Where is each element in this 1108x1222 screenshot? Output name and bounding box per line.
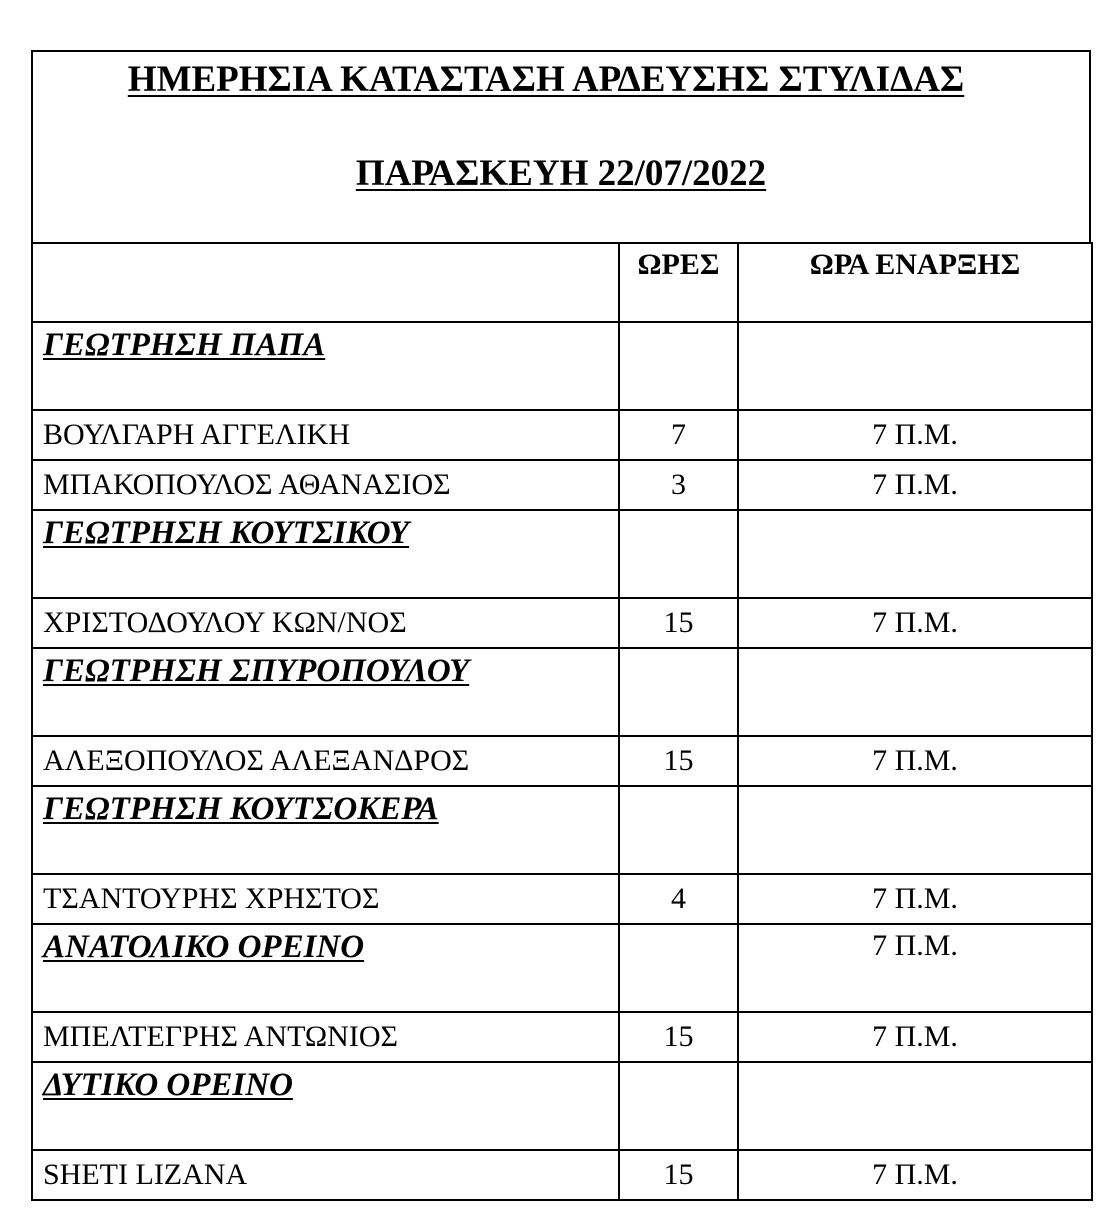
section-start-time	[738, 648, 1092, 736]
start-time-value: 7 Π.Μ.	[738, 1150, 1092, 1200]
table-row	[32, 1012, 1092, 1062]
person-name: ΜΠΑΚΟΠΟΥΛΟΣ ΑΘΑΝΑΣΙΟΣ	[32, 460, 619, 510]
section-row	[32, 786, 1092, 874]
header-hours: ΩΡΕΣ	[619, 243, 738, 322]
section-hours	[619, 322, 738, 410]
hours-value: 3	[619, 460, 738, 510]
person-name: ΒΟΥΛΓΑΡΗ ΑΓΓΕΛΙΚΗ	[32, 410, 619, 460]
header-start-time: ΩΡΑ ΕΝΑΡΞΗΣ	[738, 243, 1092, 322]
section-hours	[619, 924, 738, 1012]
section-name: ΓΕΩΤΡΗΣΗ ΚΟΥΤΣΟΚΕΡΑ	[32, 786, 619, 874]
section-name: ΓΕΩΤΡΗΣΗ ΣΠΥΡΟΠΟΥΛΟΥ	[32, 648, 619, 736]
section-row	[32, 924, 1092, 1012]
section-start-time	[738, 322, 1092, 410]
header-row	[32, 243, 1092, 322]
report-date: ΠΑΡΑΣΚΕΥΗ 22/07/2022	[355, 153, 767, 194]
section-row	[32, 648, 1092, 736]
table-row	[32, 460, 1092, 510]
start-time-value: 7 Π.Μ.	[738, 1012, 1092, 1062]
hours-value: 15	[619, 598, 738, 648]
section-row	[32, 322, 1092, 410]
hours-value: 4	[619, 874, 738, 924]
start-time-value: 7 Π.Μ.	[738, 598, 1092, 648]
header-name	[32, 243, 619, 322]
table-row	[32, 1150, 1092, 1200]
section-hours	[619, 786, 738, 874]
hours-value: 15	[619, 1012, 738, 1062]
section-hours	[619, 1062, 738, 1150]
hours-value: 15	[619, 1150, 738, 1200]
person-name: ΑΛΕΞΟΠΟΥΛΟΣ ΑΛΕΞΑΝΔΡΟΣ	[32, 736, 619, 786]
section-name: ΔΥΤΙΚΟ ΟΡΕΙΝΟ	[32, 1062, 619, 1150]
section-hours	[619, 510, 738, 598]
start-time-value: 7 Π.Μ.	[738, 410, 1092, 460]
section-name: ΑΝΑΤΟΛΙΚΟ ΟΡΕΙΝΟ	[32, 924, 619, 1012]
section-start-time	[738, 786, 1092, 874]
section-row	[32, 1062, 1092, 1150]
start-time-value: 7 Π.Μ.	[738, 736, 1092, 786]
start-time-value: 7 Π.Μ.	[738, 460, 1092, 510]
table-row	[32, 598, 1092, 648]
report-title: ΗΜΕΡΗΣΙΑ ΚΑΤΑΣΤΑΣΗ ΑΡΔΕΥΣΗΣ ΣΤΥΛΙΔΑΣ	[127, 59, 965, 100]
section-start-time	[738, 510, 1092, 598]
table-row	[32, 736, 1092, 786]
title-box	[31, 50, 1091, 242]
hours-value: 7	[619, 410, 738, 460]
section-row	[32, 510, 1092, 598]
irrigation-report	[31, 50, 1091, 1201]
person-name: ΜΠΕΛΤΕΓΡΗΣ ΑΝΤΩΝΙΟΣ	[32, 1012, 619, 1062]
section-name: ΓΕΩΤΡΗΣΗ ΠΑΠΑ	[32, 322, 619, 410]
start-time-value: 7 Π.Μ.	[738, 874, 1092, 924]
person-name: ΤΣΑΝΤΟΥΡΗΣ ΧΡΗΣΤΟΣ	[32, 874, 619, 924]
table-row	[32, 874, 1092, 924]
irrigation-table	[31, 242, 1093, 1201]
section-start-time	[738, 1062, 1092, 1150]
person-name: SHETI LIZANA	[32, 1150, 619, 1200]
section-start-time: 7 Π.Μ.	[738, 924, 1092, 1012]
hours-value: 15	[619, 736, 738, 786]
table-row	[32, 410, 1092, 460]
section-hours	[619, 648, 738, 736]
person-name: ΧΡΙΣΤΟΔΟΥΛΟΥ ΚΩΝ/ΝΟΣ	[32, 598, 619, 648]
section-name: ΓΕΩΤΡΗΣΗ ΚΟΥΤΣΙΚΟΥ	[32, 510, 619, 598]
